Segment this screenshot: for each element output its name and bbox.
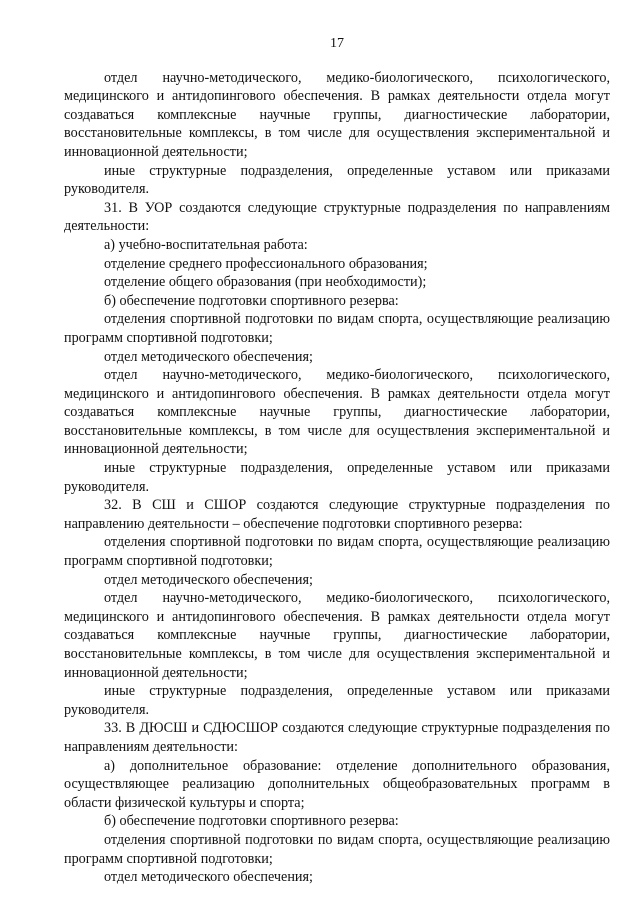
paragraph: отдел научно-методического, медико-биологического, психологического, медицинского и антидопингового обеспечения. В рамках деятельности отдела могут создаваться комплексные научные группы, диагностические лаборатории, восстановительные комплексы, в том числе для осуществления экспериментальной и инновационной деятельности; bbox=[64, 367, 610, 458]
paragraph: отдел научно-методического, медико-биологического, психологического, медицинского и антидопингового обеспечения. В рамках деятельности отдела могут создаваться комплексные научные группы, диагностические лаборатории, восстановительные комплексы, в том числе для осуществления экспериментальной и инновационной деятельности; bbox=[64, 69, 610, 160]
paragraph: отделение среднего профессионального образования; bbox=[104, 255, 428, 272]
paragraph: отдел методического обеспечения; bbox=[104, 348, 313, 365]
page-number: 17 bbox=[330, 36, 344, 51]
paragraph: отдел методического обеспечения; bbox=[104, 571, 313, 588]
paragraph: отдел методического обеспечения; bbox=[104, 869, 313, 886]
paragraph: 32. В СШ и СШОР создаются следующие структурные подразделения по направлению деятельности – обеспечение подготовки спортивного резерва: bbox=[64, 497, 610, 532]
paragraph: иные структурные подразделения, определенные уставом или приказами руководителя. bbox=[64, 683, 610, 718]
paragraph: а) учебно-воспитательная работа: bbox=[104, 236, 308, 253]
paragraph: отделения спортивной подготовки по видам спорта, осуществляющие реализацию программ спортивной подготовки; bbox=[64, 534, 610, 570]
paragraph: отделения спортивной подготовки по видам спорта, осуществляющие реализацию программ спортивной подготовки; bbox=[64, 831, 610, 867]
paragraph: б) обеспечение подготовки спортивного резерва: bbox=[104, 813, 399, 830]
paragraph: а) дополнительное образование: отделение дополнительного образования, осуществляющее реализацию дополнительных общеобразовательных программ в области физической культуры и спорта; bbox=[64, 757, 610, 811]
paragraph: отделение общего образования (при необходимости); bbox=[104, 274, 427, 291]
paragraph: б) обеспечение подготовки спортивного резерва: bbox=[104, 292, 399, 309]
paragraph: отдел научно-методического, медико-биологического, психологического, медицинского и антидопингового обеспечения. В рамках деятельности отдела могут создаваться комплексные научные группы, диагностические лаборатории, восстановительные комплексы, в том числе для осуществления экспериментальной и инновационной деятельности; bbox=[64, 590, 610, 681]
paragraph: отделения спортивной подготовки по видам спорта, осуществляющие реализацию программ спортивной подготовки; bbox=[64, 311, 610, 346]
paragraph: 33. В ДЮСШ и СДЮСШОР создаются следующие структурные подразделения по направлениям деятельности: bbox=[64, 720, 610, 755]
paragraph: иные структурные подразделения, определенные уставом или приказами руководителя. bbox=[64, 460, 610, 495]
paragraph: 31. В УОР создаются следующие структурные подразделения по направлениям деятельности: bbox=[64, 199, 610, 235]
paragraph: иные структурные подразделения, определенные уставом или приказами руководителя. bbox=[64, 162, 610, 198]
